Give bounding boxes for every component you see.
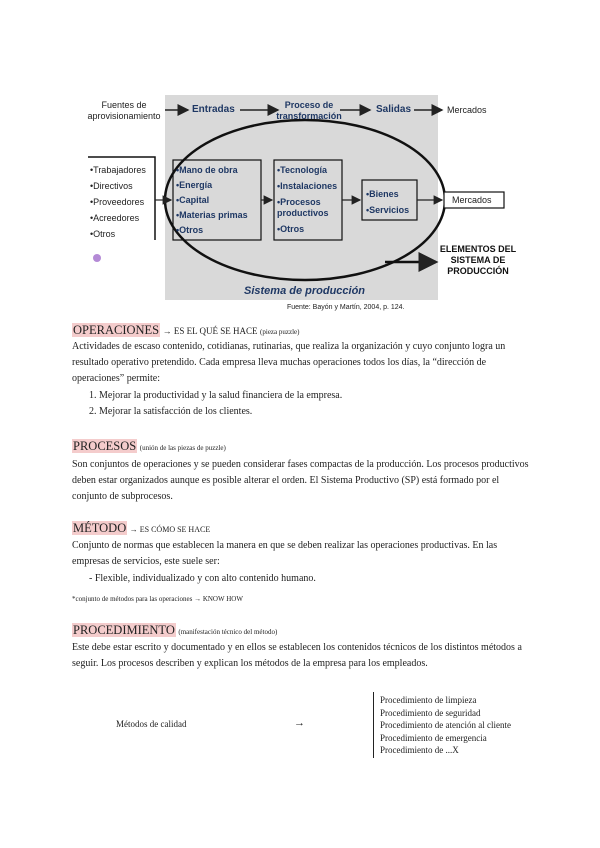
procedimiento-title: PROCEDIMIENTO (73, 623, 175, 637)
right-arrow-icon: → (294, 717, 305, 729)
procesos-title: PROCESOS (73, 439, 137, 453)
operaciones-item-1: 1. Mejorar la productividad y la salud financiera de la empresa. (89, 390, 343, 401)
output-item: •Servicios (366, 205, 410, 215)
suppliers-list (90, 162, 146, 242)
inputs-list (176, 163, 248, 238)
input-item: •Capital (176, 195, 210, 205)
system-label: Sistema de producción (244, 285, 366, 297)
diagram-source: Fuente: Bayón y Martín, 2004, p. 124. (287, 304, 405, 311)
procedure-item: Procedimiento de seguridad (380, 707, 481, 718)
process-item: •Procesos productivos (277, 197, 329, 218)
procesos-note: (unión de las piezas de puzzle) (139, 444, 226, 452)
process-list (277, 165, 339, 235)
label-fuentes: Fuentes de aprovisionamiento (87, 100, 161, 121)
supplier-item: •Otros (90, 229, 116, 239)
supplier-item: •Acreedores (90, 213, 140, 223)
procedure-item: Procedimiento de limpieza (380, 695, 477, 705)
metodo-footnote: *conjunto de métodos para las operaciones → KNOW HOW (72, 595, 243, 603)
supplier-item: •Proveedores (90, 197, 145, 207)
label-proceso: Proceso de transformación (276, 100, 342, 121)
process-item: •Otros (277, 224, 305, 234)
input-item: •Energía (176, 180, 213, 190)
procedimiento-body: Este debe estar escrito y documentado y en ellos se establecen los contenidos técnicos de los distintos métodos a seguir. Los procesos describen y explican los métodos de la empresa para los empleados. (72, 642, 522, 669)
metodo-body: Conjunto de normas que establecen la manera en que se deben realizar las operaciones productivas. En las empresas de servicios, este suele ser: (72, 540, 498, 567)
quality-label: Métodos de calidad (116, 719, 187, 729)
process-item: •Tecnología (277, 165, 327, 175)
input-item: •Mano de obra (176, 165, 238, 175)
procedimiento-heading (72, 622, 532, 640)
process-item: •Instalaciones (277, 181, 338, 191)
operaciones-title: OPERACIONES (73, 323, 160, 337)
metodo-item: - Flexible, individualizado y con alto contenido humano. (89, 573, 316, 584)
operaciones-note: (pieza puzzle) (260, 328, 300, 336)
production-system-diagram (0, 0, 600, 320)
operaciones-item-2: 2. Mejorar la satisfacción de los clientes. (89, 406, 253, 417)
procedure-item: Procedimiento de atención al cliente (380, 720, 511, 730)
metodo-subtitle: → ES CÓMO SE HACE (129, 525, 211, 534)
procedure-item: Procedimiento de emergencia (380, 732, 487, 743)
bracket-line (373, 692, 374, 758)
label-mercados-box: Mercados (452, 195, 492, 205)
label-salidas: Salidas (376, 104, 412, 115)
elements-label: ELEMENTOS DEL SISTEMA DE PRODUCCIÓN (439, 244, 517, 276)
procesos-body: Son conjuntos de operaciones y se pueden considerar fases compactas de la producción. Los procesos productivos deben estar organizados aunque es posible alterar el orden. El Sistema Productivo (SP) está formado por el conjunto de subprocesos. (72, 459, 529, 502)
procesos-heading (72, 438, 532, 456)
metodo-title: MÉTODO (73, 521, 127, 535)
supplier-item: •Directivos (90, 181, 133, 191)
quality-procedures-list (380, 694, 511, 757)
flower-icon (93, 254, 101, 262)
input-item: •Otros (176, 225, 204, 235)
procedimiento-note: (manifestación técnico del método) (178, 628, 278, 636)
label-mercados-top: Mercados (447, 105, 487, 115)
outputs-list (366, 186, 409, 218)
operaciones-body: Actividades de escaso contenido, cotidianas, rutinarias, que realiza la organización y cuyo conjunto logra un resultado operativo pretendido. Cada empresa lleva muchas operaciones todos los días, la “dirección de operaciones” permite: (72, 341, 506, 384)
supplier-item: •Trabajadores (90, 165, 146, 175)
operaciones-heading (72, 322, 532, 340)
metodo-heading (72, 520, 532, 538)
operaciones-subtitle: → ES EL QUÉ SE HACE (162, 326, 258, 336)
input-item: •Materias primas (176, 210, 248, 220)
procedure-item: Procedimiento de ...X (380, 745, 459, 755)
label-entradas: Entradas (192, 104, 235, 115)
output-item: •Bienes (366, 189, 399, 199)
